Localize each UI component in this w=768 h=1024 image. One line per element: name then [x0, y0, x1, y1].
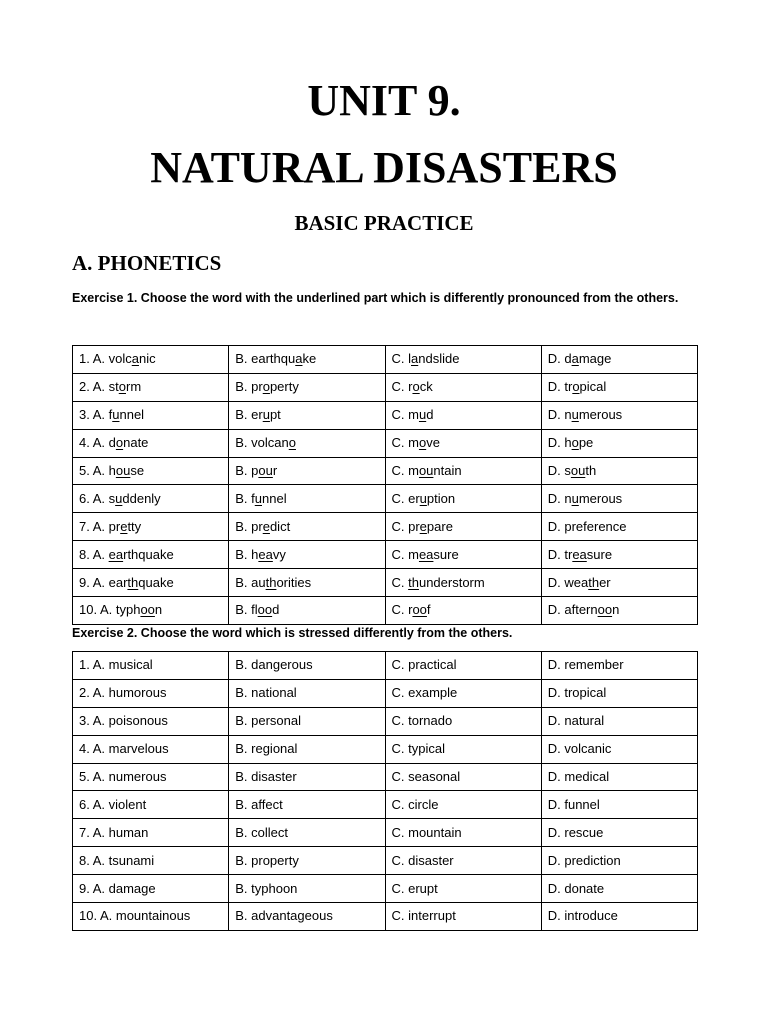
- option-cell: [229, 373, 385, 401]
- option-text: D. wea: [547, 574, 589, 590]
- option-text: ke: [302, 351, 317, 367]
- option-text: B. pr: [235, 379, 263, 395]
- option-cell: [541, 457, 697, 485]
- option-text: ndslide: [418, 351, 460, 367]
- option-text: ddenly: [122, 490, 161, 506]
- option-cell: C. erupt: [385, 875, 541, 903]
- option-text: nic: [138, 351, 156, 367]
- option-cell: B. national: [229, 679, 385, 707]
- option-cell: C. practical: [385, 652, 541, 680]
- underlined-part: oo: [257, 602, 273, 618]
- option-text: 7. A. pr: [79, 518, 121, 534]
- option-text: D. preference: [547, 518, 627, 534]
- table-row: [73, 679, 698, 707]
- underlined-part: o: [412, 379, 420, 395]
- option-text: quake: [138, 574, 174, 590]
- option-text: ck: [419, 379, 433, 395]
- option-text: rm: [125, 379, 142, 395]
- option-text: D. d: [547, 351, 572, 367]
- option-cell: [385, 569, 541, 597]
- subtitle: BASIC PRACTICE: [294, 211, 474, 235]
- option-text: B. er: [235, 407, 263, 423]
- underlined-part: o: [288, 435, 296, 451]
- option-text: r: [272, 463, 278, 478]
- option-text: B. earthqu: [235, 351, 296, 367]
- option-text: C. m: [391, 435, 419, 451]
- option-text: ption: [426, 490, 456, 506]
- underlined-part: e: [262, 518, 270, 534]
- option-text: perty: [269, 379, 299, 395]
- underlined-part: ou: [258, 463, 273, 478]
- option-text: rthquake: [123, 546, 174, 562]
- option-cell: B. personal: [229, 707, 385, 735]
- option-cell: [73, 429, 229, 457]
- table-row: [73, 373, 698, 401]
- underlined-part: o: [572, 379, 580, 395]
- underlined-part: th: [265, 574, 277, 590]
- section-heading: A. PHONETICS: [72, 251, 222, 275]
- option-cell: [73, 541, 229, 569]
- option-text: D. h: [547, 435, 572, 451]
- option-cell: [541, 429, 697, 457]
- table-row: [73, 903, 698, 931]
- option-cell: 6. A. violent: [73, 791, 229, 819]
- underlined-part: a: [571, 351, 579, 367]
- table-row: [73, 346, 698, 374]
- option-cell: [229, 429, 385, 457]
- option-cell: [73, 373, 229, 401]
- option-text: C. m: [391, 546, 419, 562]
- option-text: 9. A. ear: [79, 574, 128, 590]
- underlined-part: a: [131, 351, 139, 367]
- table-row: [73, 735, 698, 763]
- option-text: ve: [426, 435, 440, 451]
- option-text: B. au: [235, 574, 266, 590]
- option-text: pt: [269, 407, 281, 423]
- option-text: merous: [578, 490, 623, 506]
- option-text: sure: [586, 546, 613, 562]
- option-cell: [229, 485, 385, 513]
- option-text: D. s: [547, 463, 571, 478]
- option-cell: D. natural: [541, 707, 697, 735]
- option-cell: D. funnel: [541, 791, 697, 819]
- underlined-part: e: [120, 518, 128, 534]
- option-cell: [541, 513, 697, 541]
- option-cell: 10. A. mountainous: [73, 903, 229, 931]
- underlined-part: th: [408, 574, 419, 590]
- option-cell: [541, 346, 697, 374]
- option-cell: [229, 457, 385, 485]
- option-cell: 8. A. tsunami: [73, 847, 229, 875]
- option-cell: 5. A. numerous: [73, 763, 229, 791]
- option-text: nnel: [262, 490, 287, 506]
- unit-title: UNIT 9.: [307, 76, 461, 125]
- option-text: merous: [578, 407, 623, 423]
- option-text: tty: [127, 518, 142, 534]
- option-cell: C. disaster: [385, 847, 541, 875]
- option-cell: [385, 346, 541, 374]
- table-row: [73, 875, 698, 903]
- underlined-part: u: [254, 490, 262, 506]
- option-text: 6. A. s: [79, 490, 116, 506]
- option-cell: 4. A. marvelous: [73, 735, 229, 763]
- option-cell: [385, 373, 541, 401]
- option-text: 2. A. st: [79, 379, 119, 395]
- option-text: 4. A. d: [79, 435, 116, 451]
- option-text: n: [612, 602, 620, 618]
- option-cell: 3. A. poisonous: [73, 707, 229, 735]
- option-cell: D. donate: [541, 875, 697, 903]
- option-cell: D. tropical: [541, 679, 697, 707]
- option-text: C. pr: [391, 518, 420, 534]
- option-cell: D. remember: [541, 652, 697, 680]
- option-cell: B. property: [229, 847, 385, 875]
- table-row: [73, 847, 698, 875]
- option-cell: C. seasonal: [385, 763, 541, 791]
- option-cell: [73, 513, 229, 541]
- option-cell: C. interrupt: [385, 903, 541, 931]
- option-text: C. r: [391, 379, 413, 395]
- option-text: C. l: [391, 351, 411, 367]
- option-cell: [385, 401, 541, 429]
- option-text: D. n: [547, 490, 572, 506]
- option-text: 1. A. volc: [79, 351, 132, 367]
- option-text: th: [585, 463, 597, 478]
- option-cell: [229, 401, 385, 429]
- option-text: orities: [276, 574, 312, 590]
- option-cell: [541, 569, 697, 597]
- exercise-1-instruction: Exercise 1. Choose the word with the underlined part which is differently pronounced from the others.: [72, 291, 679, 305]
- exercise-2-instruction: Exercise 2. Choose the word which is stressed differently from the others.: [72, 626, 513, 640]
- option-text: D. tr: [547, 379, 573, 395]
- option-text: B. h: [235, 546, 259, 562]
- option-text: dict: [269, 518, 291, 534]
- table-row: [73, 429, 698, 457]
- underlined-part: e: [419, 518, 427, 534]
- underlined-part: u: [115, 490, 123, 506]
- underlined-part: u: [571, 407, 579, 423]
- option-text: se: [130, 463, 145, 478]
- underlined-part: o: [118, 379, 126, 395]
- option-cell: [541, 541, 697, 569]
- option-cell: D. rescue: [541, 819, 697, 847]
- underlined-part: o: [571, 435, 579, 451]
- table-row: [73, 652, 698, 680]
- underlined-part: a: [411, 351, 419, 367]
- option-cell: B. advantageous: [229, 903, 385, 931]
- option-cell: [73, 457, 229, 485]
- underlined-part: ea: [108, 546, 124, 562]
- option-text: D. tr: [547, 546, 573, 562]
- option-cell: C. tornado: [385, 707, 541, 735]
- option-cell: C. circle: [385, 791, 541, 819]
- option-text: vy: [272, 546, 286, 562]
- underlined-part: u: [419, 490, 427, 506]
- option-text: 5. A. h: [79, 463, 116, 478]
- option-cell: [385, 485, 541, 513]
- option-text: pare: [426, 518, 453, 534]
- option-text: C. er: [391, 490, 420, 506]
- option-text: C.: [391, 574, 409, 590]
- option-text: nnel: [119, 407, 145, 423]
- table-row: [73, 569, 698, 597]
- option-cell: [385, 541, 541, 569]
- option-cell: [229, 346, 385, 374]
- table-row: [73, 401, 698, 429]
- underlined-part: ou: [570, 463, 586, 478]
- table-row: [73, 707, 698, 735]
- table-row: [73, 541, 698, 569]
- option-text: B. f: [235, 490, 255, 506]
- underlined-part: ea: [258, 546, 273, 562]
- option-cell: 7. A. human: [73, 819, 229, 847]
- option-text: f: [426, 602, 431, 618]
- exercise-1-table: [72, 345, 698, 625]
- underlined-part: o: [115, 435, 124, 451]
- option-text: understorm: [418, 574, 485, 590]
- option-text: B. volcan: [235, 435, 289, 451]
- underlined-part: u: [112, 407, 120, 423]
- option-cell: [385, 429, 541, 457]
- option-cell: [229, 513, 385, 541]
- option-text: sure: [433, 546, 459, 562]
- underlined-part: oo: [140, 602, 155, 618]
- option-cell: [385, 457, 541, 485]
- option-cell: [73, 401, 229, 429]
- option-cell: B. disaster: [229, 763, 385, 791]
- underlined-part: u: [571, 490, 579, 506]
- option-text: d: [272, 602, 280, 618]
- option-text: nate: [123, 435, 149, 451]
- table-row: [73, 791, 698, 819]
- option-cell: 2. A. humorous: [73, 679, 229, 707]
- option-cell: B. dangerous: [229, 652, 385, 680]
- option-cell: [73, 569, 229, 597]
- option-text: pe: [578, 435, 594, 451]
- table-row: [73, 513, 698, 541]
- option-text: B. p: [235, 463, 259, 478]
- option-text: pical: [579, 379, 607, 395]
- table-row: [73, 485, 698, 513]
- option-text: C. m: [391, 407, 419, 423]
- option-text: n: [154, 602, 163, 618]
- option-text: B. fl: [235, 602, 258, 618]
- option-text: C. m: [391, 463, 419, 478]
- option-cell: [541, 485, 697, 513]
- option-cell: D. medical: [541, 763, 697, 791]
- option-text: 10. A. typh: [79, 602, 141, 618]
- option-cell: D. prediction: [541, 847, 697, 875]
- table-row: [73, 819, 698, 847]
- option-cell: B. collect: [229, 819, 385, 847]
- option-cell: B. typhoon: [229, 875, 385, 903]
- underlined-part: u: [262, 407, 270, 423]
- option-cell: [541, 401, 697, 429]
- option-cell: 1. A. musical: [73, 652, 229, 680]
- option-text: d: [426, 407, 434, 423]
- underlined-part: th: [588, 574, 600, 590]
- underlined-part: ea: [418, 546, 434, 562]
- table-row: [73, 457, 698, 485]
- option-cell: [73, 485, 229, 513]
- exercise-2-table: [72, 651, 698, 931]
- underlined-part: a: [295, 351, 303, 367]
- option-text: D. aftern: [547, 602, 598, 618]
- option-text: D. n: [547, 407, 572, 423]
- option-cell: [385, 513, 541, 541]
- option-cell: [541, 373, 697, 401]
- underlined-part: u: [418, 407, 427, 423]
- option-cell: [229, 569, 385, 597]
- option-cell: C. mountain: [385, 819, 541, 847]
- option-text: 8. A.: [79, 546, 109, 562]
- option-text: 3. A. f: [79, 407, 113, 423]
- underlined-part: ea: [572, 546, 587, 562]
- option-cell: B. affect: [229, 791, 385, 819]
- option-cell: B. regional: [229, 735, 385, 763]
- option-text: er: [599, 574, 611, 590]
- option-cell: C. typical: [385, 735, 541, 763]
- option-cell: [73, 346, 229, 374]
- option-cell: 9. A. damage: [73, 875, 229, 903]
- underlined-part: th: [127, 574, 139, 590]
- option-text: C. r: [391, 602, 413, 618]
- underlined-part: oo: [597, 602, 613, 618]
- underlined-part: ou: [418, 463, 434, 478]
- option-text: B. pr: [235, 518, 263, 534]
- option-cell: C. example: [385, 679, 541, 707]
- underlined-part: o: [418, 435, 427, 451]
- option-cell: [229, 541, 385, 569]
- underlined-part: ou: [115, 463, 131, 478]
- option-cell: D. volcanic: [541, 735, 697, 763]
- underlined-part: oo: [412, 602, 427, 618]
- option-text: ntain: [433, 463, 462, 478]
- option-cell: D. introduce: [541, 903, 697, 931]
- underlined-part: o: [262, 379, 270, 395]
- option-text: mage: [578, 351, 612, 367]
- table-row: [73, 763, 698, 791]
- topic-title: NATURAL DISASTERS: [150, 143, 618, 192]
